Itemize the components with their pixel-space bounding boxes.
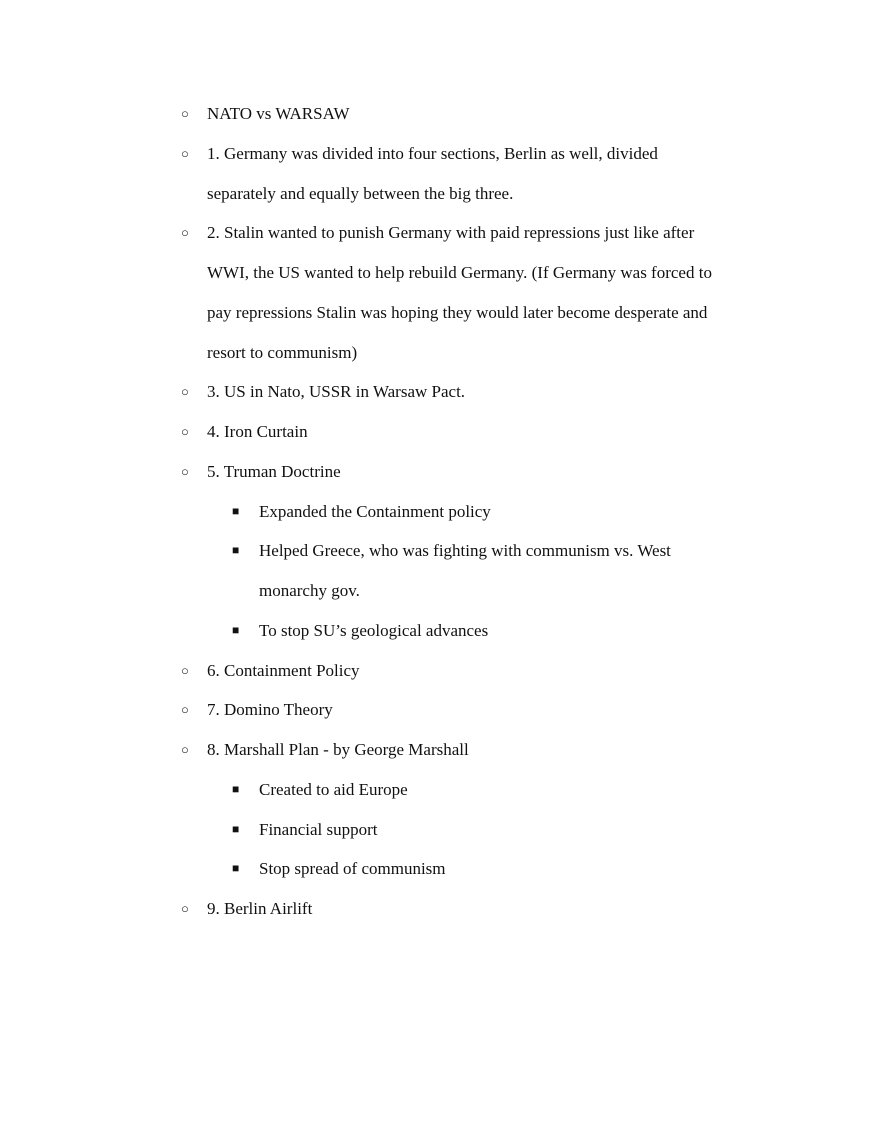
- hollow-circle-bullet-icon: ○: [181, 662, 189, 678]
- hollow-circle-bullet-icon: ○: [181, 106, 189, 121]
- document-page: [0, 94, 880, 929]
- list-item: [0, 94, 880, 134]
- list-item-text: Expanded the Containment policy: [259, 501, 491, 521]
- hollow-circle-bullet-icon: ○: [181, 145, 189, 161]
- list-item: [0, 372, 880, 412]
- hollow-circle-bullet-icon: ○: [181, 384, 189, 400]
- list-item: [0, 730, 880, 770]
- sub-list-item: [0, 611, 880, 651]
- list-item: [0, 889, 880, 929]
- list-item-text: NATO vs WARSAW: [207, 104, 350, 123]
- sub-list-item: [0, 849, 880, 889]
- list-item-text: To stop SU’s geological advances: [259, 620, 489, 640]
- sub-list-item: [0, 810, 880, 850]
- list-item-text: Helped Greece, who was fighting with communism vs. West: [259, 541, 671, 561]
- list-item-text: resort to communism): [207, 342, 358, 362]
- list-item-text: Financial support: [259, 819, 378, 839]
- list-item-text: 2. Stalin wanted to punish Germany with paid repressions just like after: [207, 223, 695, 243]
- square-bullet-icon: ■: [232, 543, 240, 558]
- sub-list-item: [0, 531, 880, 611]
- list-item: [0, 651, 880, 691]
- square-bullet-icon: ■: [232, 622, 240, 637]
- list-item: [0, 213, 880, 372]
- list-item: [0, 412, 880, 452]
- hollow-circle-bullet-icon: ○: [181, 702, 189, 718]
- list-item-text: 9. Berlin Airlift: [207, 899, 313, 918]
- list-item: [0, 452, 880, 492]
- square-bullet-icon: ■: [232, 861, 240, 876]
- list-item-text: pay repressions Stalin was hoping they would later become desperate and: [207, 302, 708, 322]
- hollow-circle-bullet-icon: ○: [181, 225, 189, 241]
- list-item-text: 7. Domino Theory: [207, 700, 333, 720]
- list-item-text: WWI, the US wanted to help rebuild Germany. (If Germany was forced to: [207, 263, 712, 282]
- list-item-text: Stop spread of communism: [259, 859, 446, 879]
- list-item-text: Created to aid Europe: [259, 779, 408, 799]
- sub-list-item: [0, 492, 880, 532]
- list-item-text: 8. Marshall Plan - by George Marshall: [207, 740, 469, 759]
- hollow-circle-bullet-icon: ○: [181, 424, 189, 439]
- list-item-text: separately and equally between the big three.: [207, 183, 514, 203]
- list-item-text: 4. Iron Curtain: [207, 422, 308, 441]
- hollow-circle-bullet-icon: ○: [181, 742, 189, 757]
- hollow-circle-bullet-icon: ○: [181, 901, 189, 916]
- list-item-text: 1. Germany was divided into four sections, Berlin as well, divided: [207, 143, 658, 163]
- list-item: [0, 690, 880, 730]
- sub-list-item: [0, 770, 880, 810]
- square-bullet-icon: ■: [232, 821, 240, 836]
- list-item-text: 6. Containment Policy: [207, 660, 360, 680]
- square-bullet-icon: ■: [232, 781, 240, 796]
- list-item-text: 5. Truman Doctrine: [207, 461, 341, 481]
- hollow-circle-bullet-icon: ○: [181, 463, 189, 479]
- list-item-text: 3. US in Nato, USSR in Warsaw Pact.: [207, 382, 466, 402]
- list-item-text: monarchy gov.: [259, 581, 360, 600]
- square-bullet-icon: ■: [232, 503, 240, 518]
- list-item: [0, 134, 880, 214]
